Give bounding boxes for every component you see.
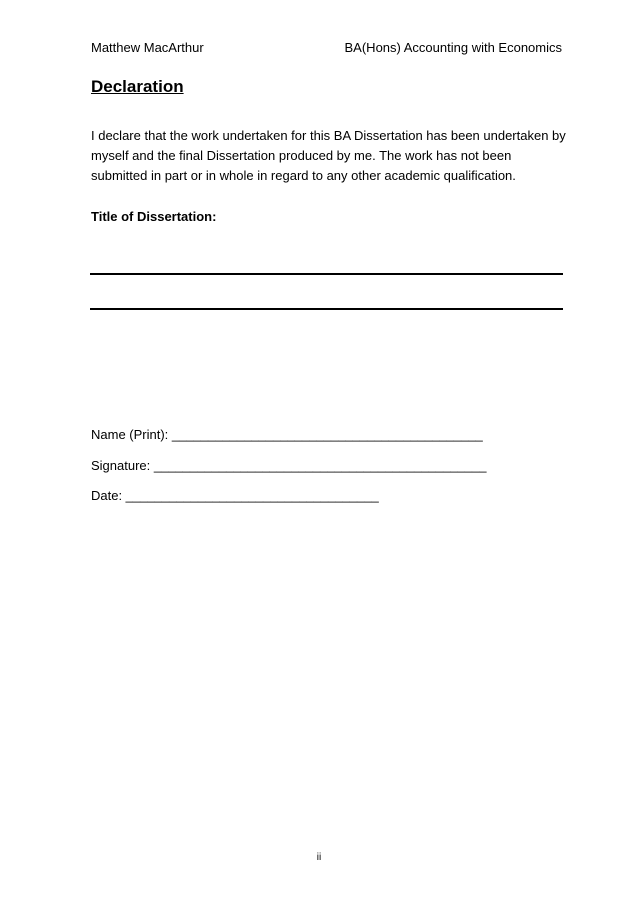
name-print-field: Name (Print): ___________________________________________ xyxy=(91,427,483,442)
declaration-line: myself and the final Dissertation produced by me. The work has not been xyxy=(91,148,512,163)
page-number: ii xyxy=(316,852,322,863)
page-title: Declaration xyxy=(91,77,184,96)
declaration-paragraph xyxy=(91,126,571,186)
declaration-line: submitted in part or in whole in regard to any other academic qualification. xyxy=(91,168,516,183)
dissertation-title-label: Title of Dissertation: xyxy=(91,209,217,224)
date-field: Date: ___________________________________ xyxy=(91,488,379,503)
title-line-1 xyxy=(90,273,563,275)
header-author: Matthew MacArthur xyxy=(91,40,204,55)
header-course: BA(Hons) Accounting with Economics xyxy=(344,40,562,55)
title-line-2 xyxy=(90,308,563,310)
declaration-line: I declare that the work undertaken for this BA Dissertation has been undertaken by xyxy=(91,128,566,143)
signature-field: Signature: ______________________________________________ xyxy=(91,458,487,473)
